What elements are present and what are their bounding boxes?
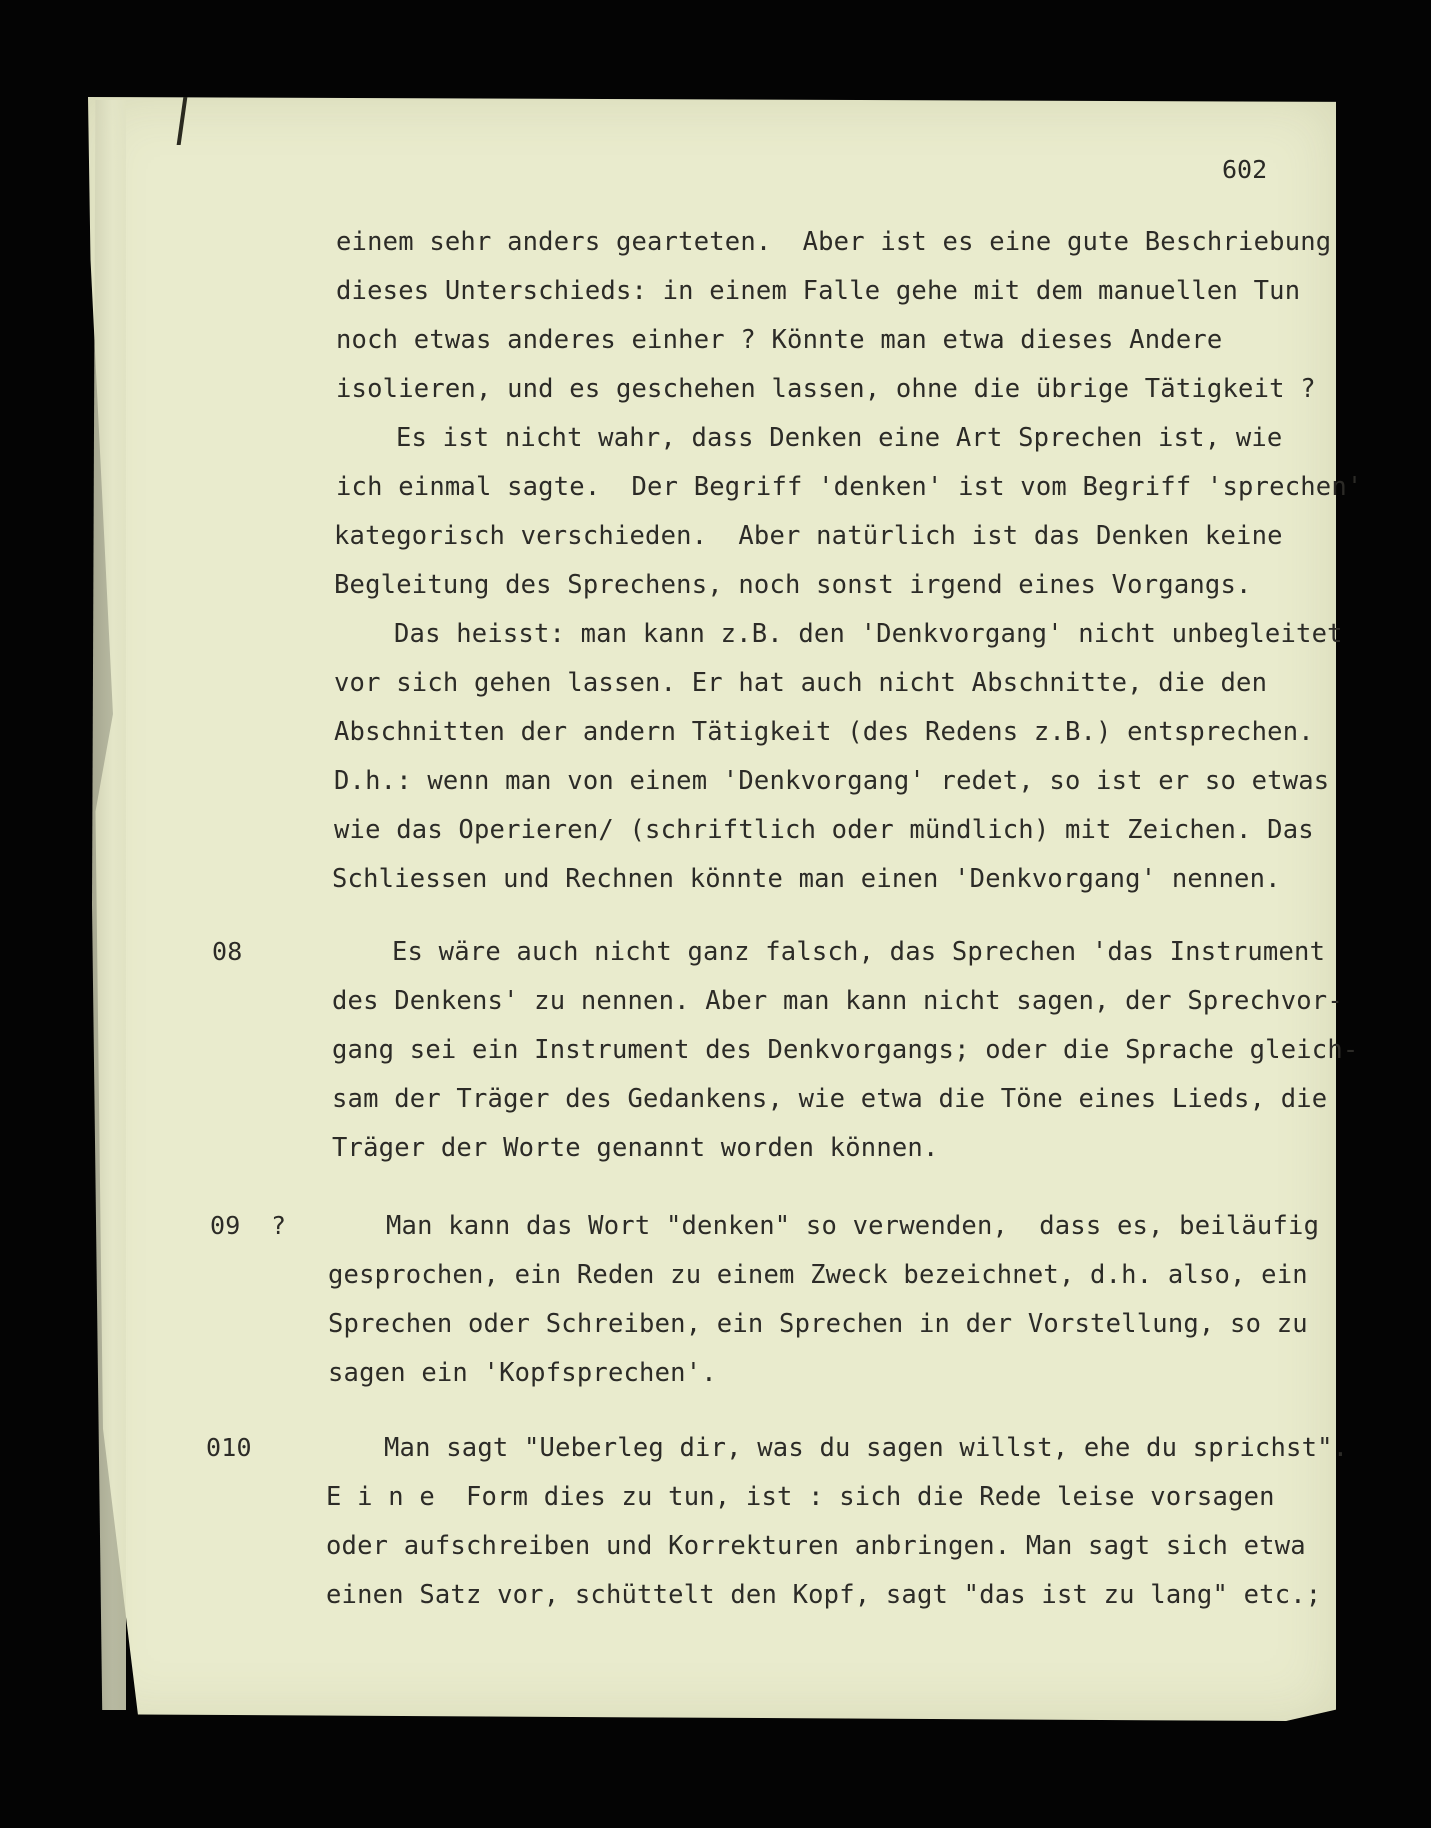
text-line: D.h.: wenn man von einem 'Denkvorgang' redet, so ist er so etwas bbox=[334, 766, 1330, 796]
text-line: einem sehr anders gearteten. Aber ist es eine gute Beschriebung bbox=[336, 227, 1332, 257]
text-line: Begleitung des Sprechens, noch sonst irgend eines Vorgangs. bbox=[334, 570, 1252, 600]
text-line: isolieren, und es geschehen lassen, ohne die übrige Tätigkeit ? bbox=[336, 374, 1316, 404]
text-line: einen Satz vor, schüttelt den Kopf, sagt "das ist zu lang" etc.; bbox=[326, 1580, 1322, 1610]
text-line: Es wäre auch nicht ganz falsch, das Sprechen 'das Instrument bbox=[392, 937, 1326, 967]
text-line: ich einmal sagte. Der Begriff 'denken' ist vom Begriff 'sprechen' bbox=[336, 472, 1363, 502]
paragraph-number-label: 09 ? bbox=[210, 1211, 287, 1240]
text-line: Das heisst: man kann z.B. den 'Denkvorgang' nicht unbegleitet bbox=[394, 619, 1343, 649]
text-line: noch etwas anderes einher ? Könnte man etwa dieses Andere bbox=[336, 325, 1223, 355]
paragraph-number-label: 010 bbox=[206, 1433, 252, 1462]
paper-left-edge bbox=[92, 100, 126, 1710]
text-line: Abschnitten der andern Tätigkeit (des Redens z.B.) entsprechen. bbox=[334, 717, 1314, 747]
text-line: Träger der Worte genannt worden können. bbox=[332, 1133, 939, 1163]
text-line: Es ist nicht wahr, dass Denken eine Art Sprechen ist, wie bbox=[396, 423, 1283, 453]
text-line: kategorisch verschieden. Aber natürlich ist das Denken keine bbox=[334, 521, 1283, 551]
text-line: sagen ein 'Kopfsprechen'. bbox=[328, 1358, 717, 1388]
text-line: vor sich gehen lassen. Er hat auch nicht Abschnitte, die den bbox=[334, 668, 1268, 698]
text-line: Man kann das Wort "denken" so verwenden, dass es, beiläufig bbox=[386, 1211, 1320, 1241]
text-line: des Denkens' zu nennen. Aber man kann nicht sagen, der Sprechvor- bbox=[332, 986, 1343, 1016]
text-line: Sprechen oder Schreiben, ein Sprechen in der Vorstellung, so zu bbox=[328, 1309, 1308, 1339]
page-number: 602 bbox=[1222, 155, 1268, 184]
text-line: E i n e Form dies zu tun, ist : sich die Rede leise vorsagen bbox=[326, 1482, 1275, 1512]
text-line: sam der Träger des Gedankens, wie etwa die Töne eines Lieds, die bbox=[332, 1084, 1328, 1114]
text-line: Schliessen und Rechnen könnte man einen 'Denkvorgang' nennen. bbox=[332, 864, 1281, 894]
text-line: wie das Operieren/ (schriftlich oder mündlich) mit Zeichen. Das bbox=[334, 815, 1314, 845]
text-line: oder aufschreiben und Korrekturen anbringen. Man sagt sich etwa bbox=[326, 1531, 1306, 1561]
text-line: gang sei ein Instrument des Denkvorgangs; oder die Sprache gleich- bbox=[332, 1035, 1359, 1065]
text-line: gesprochen, ein Reden zu einem Zweck bezeichnet, d.h. also, ein bbox=[328, 1260, 1308, 1290]
paragraph-number-label: 08 bbox=[212, 937, 243, 966]
text-line: Man sagt "Ueberleg dir, was du sagen willst, ehe du sprichst". bbox=[384, 1433, 1349, 1463]
text-line: dieses Unterschieds: in einem Falle gehe mit dem manuellen Tun bbox=[336, 276, 1301, 306]
